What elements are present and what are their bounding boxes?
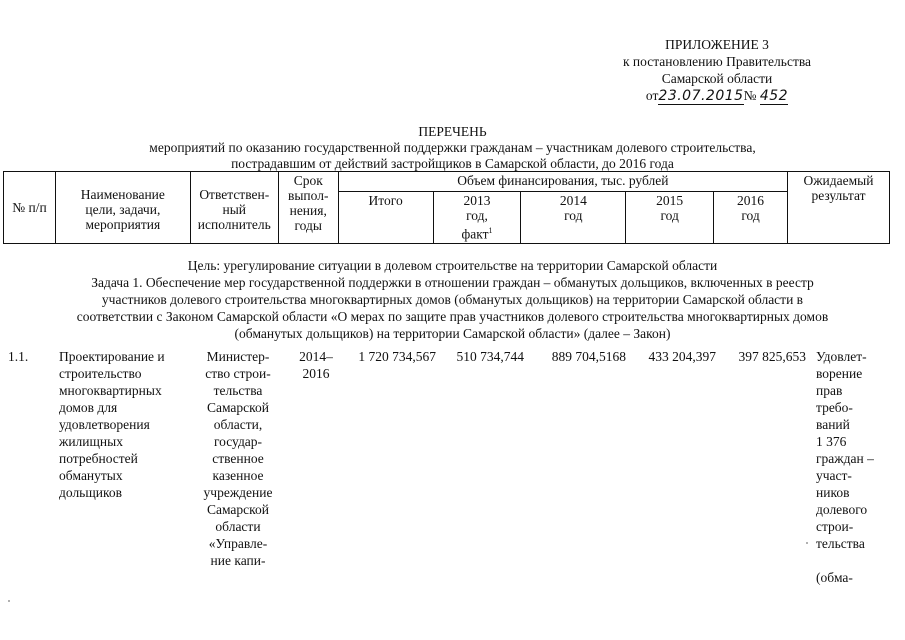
task-line-1: Задача 1. Обеспечение мер государственной поддержки в отношении граждан – обманутых дольщиков, включенных в реестр <box>91 275 814 290</box>
header-result: Ожидаемый результат <box>787 172 889 244</box>
handwritten-number: 452 <box>759 88 789 104</box>
header-funding: Объем финансирования, тыс. рублей <box>338 172 787 192</box>
row-name: Проектирование и строительство многоквартирных домов для удовлетворения жилищных потребностей обманутых дольщиков <box>59 349 165 500</box>
task-line-3: соответствии с Законом Самарской области «О мерах по защите прав участников долевого строительства многоквартирных домов <box>76 309 829 324</box>
row-result: Удовлет- ворение прав требо- ваний 1 376 граждан – участ- ников долевого строи- тельства (обма- <box>816 349 874 585</box>
appendix-line-2: к постановлению Правительства <box>622 54 812 69</box>
header-responsible: Ответствен- ный исполнитель <box>190 172 278 244</box>
document-title <box>0 124 905 172</box>
table-header <box>3 171 890 244</box>
header-2016: 2016 год <box>714 192 788 244</box>
row-term: 2014– 2016 <box>299 349 333 381</box>
handwritten-date: 23.07.2015 <box>658 88 744 104</box>
row-2014: 889 704,5168 <box>551 349 626 364</box>
goal-text: Цель: урегулирование ситуации в долевом строительстве на территории Самарской области <box>187 258 718 273</box>
appendix-line-1: ПРИЛОЖЕНИЕ 3 <box>665 37 769 52</box>
title-line-1: мероприятий по оказанию государственной поддержки гражданам – участникам долевого строительства, <box>149 140 756 155</box>
title-line-2: пострадавшим от действий застройщиков в Самарской области, до 2016 года <box>231 156 674 171</box>
row-total: 1 720 734,567 <box>358 349 436 364</box>
task-line-2: участников долевого строительства многоквартирных домов (обманутых дольщиков) на территории Самарской области в <box>101 292 804 307</box>
goal-and-task <box>0 257 905 342</box>
row-2015: 433 204,397 <box>648 349 716 364</box>
header-2013: 2013 год, факт$^1$ <box>433 192 521 244</box>
appendix-block <box>587 36 847 105</box>
header-2015: 2015 год <box>626 192 714 244</box>
header-num: № п/п <box>4 172 56 244</box>
row-num: 1.1. <box>8 349 29 364</box>
number-label: № <box>743 88 757 103</box>
appendix-line-3: Самарской области <box>661 71 773 86</box>
row-responsible: Министер- ство строи- тельства Самарской области, государ- ственное казенное учреждение Самарской области «Управле- ние капи- <box>203 349 273 568</box>
title-heading: ПЕРЕЧЕНЬ <box>418 124 487 139</box>
row-2016: 397 825,653 <box>738 349 806 364</box>
appendix-date-line <box>587 87 847 105</box>
scan-speck <box>8 600 10 602</box>
task-line-4: (обманутых дольщиков) на территории Самарской области» (далее – Закон) <box>234 326 671 341</box>
row-2013: 510 734,744 <box>456 349 524 364</box>
footnote-mark: 1 <box>488 226 493 235</box>
header-total: Итого <box>338 192 433 244</box>
from-label: от <box>645 88 659 103</box>
header-2014: 2014 год <box>521 192 626 244</box>
header-term: Срок выпол- нения, годы <box>278 172 338 244</box>
header-name: Наименование цели, задачи, мероприятия <box>55 172 190 244</box>
scan-speck <box>806 542 808 544</box>
